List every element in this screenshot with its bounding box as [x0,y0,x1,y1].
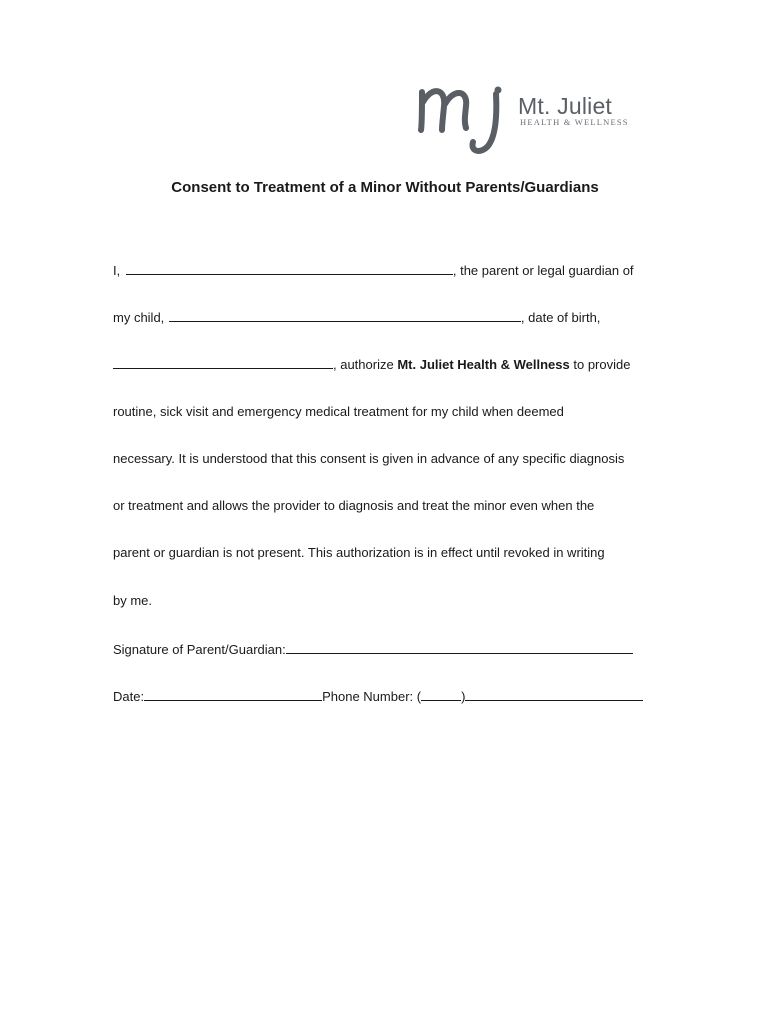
line3-suffix-a: , authorize [333,357,394,372]
body-line-5: necessary. It is understood that this consent is given in advance of any specific diagnosis [113,451,625,466]
date-phone-row [113,688,643,705]
date-field[interactable] [144,688,322,701]
practice-name: Mt. Juliet Health & Wellness [397,357,570,372]
guardian-name-field[interactable] [126,262,453,275]
date-of-birth-field[interactable] [113,356,333,369]
body-line-3 [113,356,630,373]
body-line-1 [113,262,634,279]
body-line-6: or treatment and allows the provider to diagnosis and treat the minor even when the [113,498,595,513]
line2-suffix: , date of birth, [520,310,601,325]
phone-close-paren: ) [461,689,466,704]
area-code-field[interactable] [421,688,461,701]
phone-label: Phone Number: ( [322,689,422,704]
date-label: Date: [113,689,145,704]
body-line-7: parent or guardian is not present. This authorization is in effect until revoked in writing [113,545,605,560]
signature-field[interactable] [286,641,633,654]
document-title: Consent to Treatment of a Minor Without Parents/Guardians [171,179,599,196]
child-name-field[interactable] [169,309,521,322]
company-logo [418,84,658,156]
line1-suffix: , the parent or legal guardian of [452,263,634,278]
signature-row [113,641,633,658]
logo-name: Mt. Juliet [518,93,613,119]
signature-label: Signature of Parent/Guardian: [113,642,286,657]
mj-logo-mark [418,84,516,156]
line2-prefix: my child, [113,310,165,325]
line3-suffix-b: to provide [573,357,631,372]
body-line-8: by me. [113,593,153,608]
body-line-2 [113,309,600,326]
body-line-4: routine, sick visit and emergency medical treatment for my child when deemed [113,404,564,419]
phone-number-field[interactable] [465,688,643,701]
line1-prefix: I, [113,263,121,278]
logo-subtitle: HEALTH & WELLNESS [520,117,629,127]
